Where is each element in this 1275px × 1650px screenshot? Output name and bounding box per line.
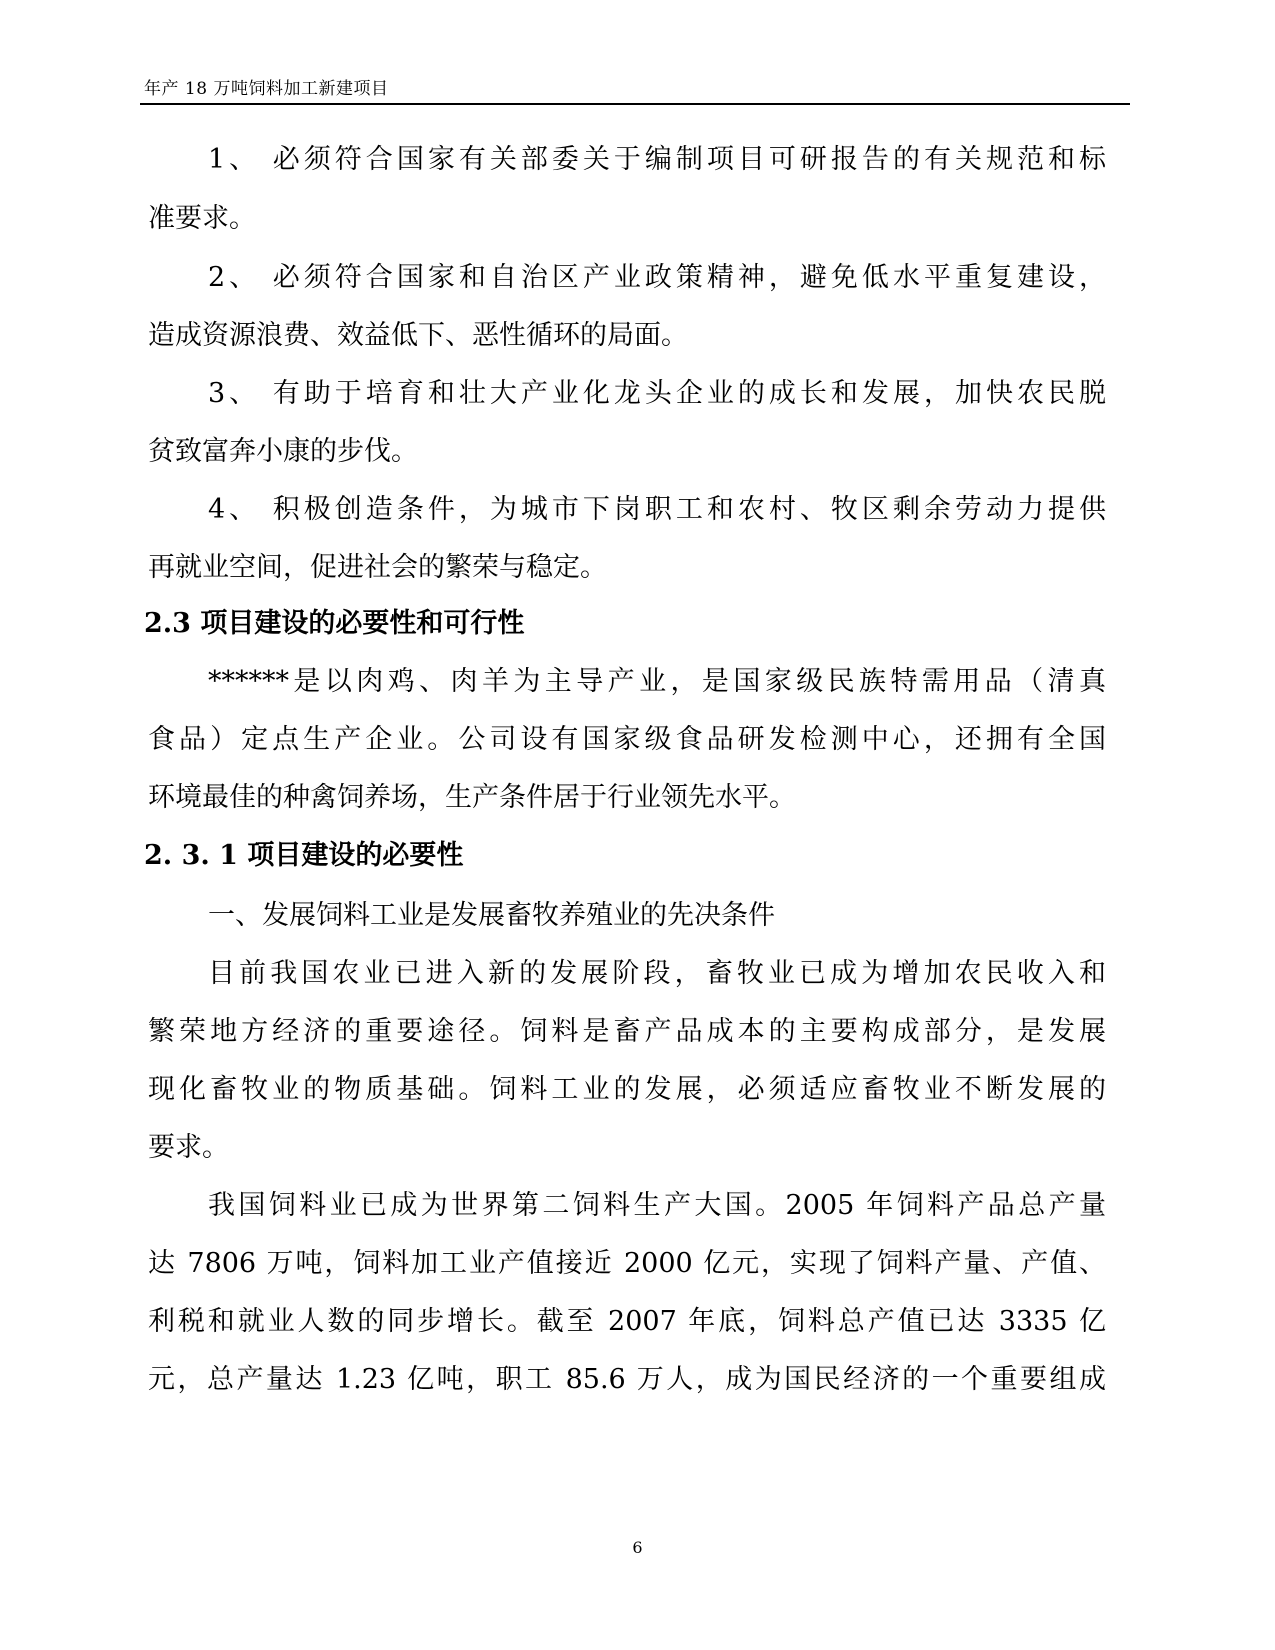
paragraph-line: 目前我国农业已进入新的发展阶段，畜牧业已成为增加农民收入和 [208,958,1106,989]
paragraph-line: ******是以肉鸡、肉羊为主导产业，是国家级民族特需用品（清真 [208,666,1106,697]
subsection-heading: 2. 3. 1 项目建设的必要性 [144,840,464,871]
running-header: 年产 18 万吨饲料加工新建项目 [144,79,389,99]
paragraph-line: 造成资源浪费、效益低下、恶性循环的局面。 [148,320,688,351]
page-number: 6 [632,1538,643,1557]
paragraph-line: 再就业空间，促进社会的繁荣与稳定。 [148,552,607,583]
paragraph-line: 现化畜牧业的物质基础。饲料工业的发展，必须适应畜牧业不断发展的 [148,1074,1106,1105]
paragraph-line: 贫致富奔小康的步伐。 [148,436,418,467]
paragraph-line: 一、发展饲料工业是发展畜牧养殖业的先决条件 [208,900,775,931]
paragraph-line: 我国饲料业已成为世界第二饲料生产大国。2005 年饲料产品总产量 [208,1190,1106,1221]
paragraph-line: 达 7806 万吨，饲料加工业产值接近 2000 亿元，实现了饲料产量、产值、 [148,1248,1106,1279]
paragraph-line: 繁荣地方经济的重要途径。饲料是畜产品成本的主要构成部分，是发展 [148,1016,1106,1047]
paragraph-line: 元，总产量达 1.23 亿吨，职工 85.6 万人，成为国民经济的一个重要组成 [148,1364,1106,1395]
paragraph-line: 4、 积极创造条件，为城市下岗职工和农村、牧区剩余劳动力提供 [208,494,1106,525]
paragraph-line: 食品）定点生产企业。公司设有国家级食品研发检测中心，还拥有全国 [148,724,1106,755]
section-heading: 2.3 项目建设的必要性和可行性 [144,608,525,639]
paragraph-line: 1、 必须符合国家有关部委关于编制项目可研报告的有关规范和标 [208,144,1106,175]
paragraph-line: 3、 有助于培育和壮大产业化龙头企业的成长和发展，加快农民脱 [208,378,1106,409]
paragraph-line: 利税和就业人数的同步增长。截至 2007 年底，饲料总产值已达 3335 亿 [148,1306,1106,1337]
header-rule [140,103,1130,105]
paragraph-line: 2、 必须符合国家和自治区产业政策精神，避免低水平重复建设， [208,262,1106,293]
paragraph-line: 要求。 [148,1132,229,1163]
paragraph-line: 环境最佳的种禽饲养场，生产条件居于行业领先水平。 [148,782,796,813]
paragraph-line: 准要求。 [148,203,256,234]
